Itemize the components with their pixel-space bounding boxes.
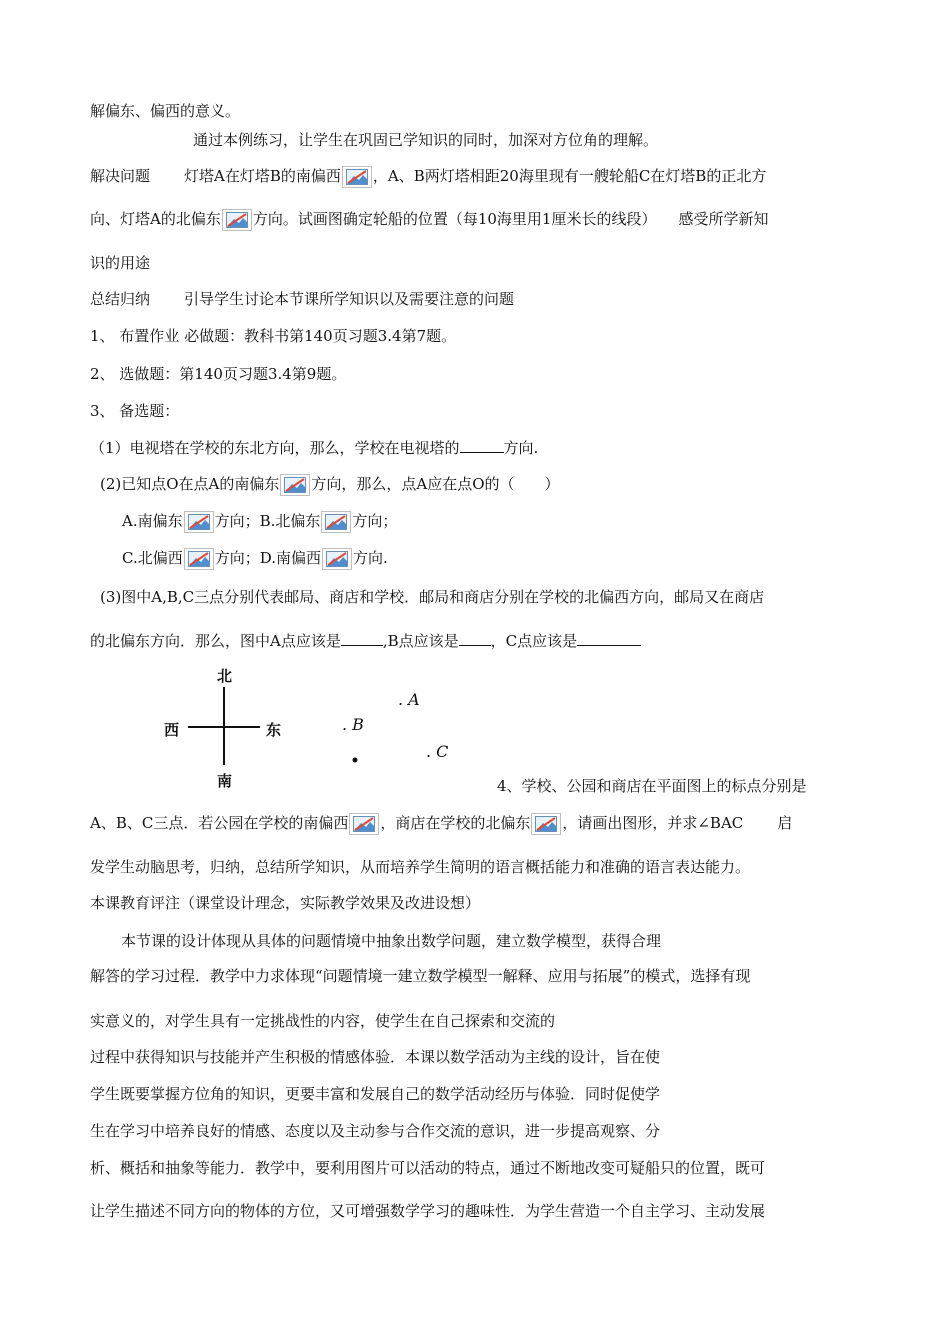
broken-image-icon <box>342 166 372 188</box>
text-line: 解答的学习过程．教学中力求体现“问题情境一建立数学模型一解释、应用与拓展”的模式，选择有现 <box>90 967 751 985</box>
text-span: 灯塔A在灯塔B的南偏西 <box>184 167 341 185</box>
text-line <box>90 437 538 459</box>
text-line: 让学生描述不同方向的物体的方位，又可增强数学学习的趣味性．为学生营造一个自主学习、主动发展 <box>90 1202 766 1220</box>
text-line: 4、学校、公园和商店在平面图上的标点分别是 <box>497 777 807 795</box>
point-a-label: . A <box>398 690 420 709</box>
text-line: (3)图中A,B,C三点分别代表邮局、商店和学校．邮局和商店分别在学校的北偏西方向，邮局又在商店 <box>100 588 765 606</box>
text-span: ，请画出图形，并求∠BAC <box>562 814 744 832</box>
west-label: 西 <box>164 721 180 739</box>
text-line: 实意义的，对学生具有一定挑战性的内容，使学生在自己探索和交流的 <box>90 1012 556 1030</box>
text-span: 方向； <box>352 512 398 530</box>
option-d: 方向；D.南偏西 <box>214 549 321 567</box>
broken-image-icon <box>322 548 352 570</box>
text-line: 解偏东、偏西的意义。 <box>90 102 241 120</box>
text-span: 方向. <box>503 439 539 457</box>
text-span: 方向. <box>352 549 388 567</box>
section-heading: 本课教育评注（课堂设计理念，实际教学效果及改进设想） <box>90 894 481 912</box>
option-b: 方向；B.北偏东 <box>214 512 321 530</box>
text-span: A、B、C三点．若公园在学校的南偏西 <box>90 814 349 832</box>
option-a: A.南偏东 <box>122 512 183 530</box>
section-heading: 解决问题 <box>90 167 151 185</box>
broken-image-icon <box>280 474 310 496</box>
text-span: 引导学生讨论本节课所学知识以及需要注意的问题 <box>184 290 515 308</box>
broken-image-icon <box>222 209 252 231</box>
text-line <box>90 208 769 231</box>
text-line <box>122 547 388 570</box>
text-span: ，C点应该是 <box>490 632 578 650</box>
text-line <box>90 630 641 652</box>
text-span: 感受所学新知 <box>678 210 769 228</box>
north-label: 北 <box>217 667 233 685</box>
text-line: 发学生动脑思考，归纳，总结所学知识，从而培养学生简明的语言概括能力和准确的语言表达能力。 <box>90 858 751 876</box>
compass-cross <box>160 662 460 792</box>
text-line <box>100 473 560 496</box>
compass-figure <box>160 662 460 792</box>
text-line <box>90 812 792 835</box>
text-line: 生在学习中培养良好的情感、态度以及主动参与合作交流的意识，进一步提高观察、分 <box>90 1122 661 1140</box>
text-span: ,B点应该是 <box>382 632 459 650</box>
text-span: ，商店在学校的北偏东 <box>380 814 531 832</box>
text-span: 向、灯塔A的北偏东 <box>90 210 221 228</box>
answer-blank <box>459 630 491 646</box>
text-span: (2)已知点O在点A的南偏东 <box>100 475 280 493</box>
text-line: 学生既要掌握方位角的知识，更要丰富和发展自己的数学活动经历与体验．同时促使学 <box>90 1085 661 1103</box>
text-line: 本节课的设计体现从具体的问题情境中抽象出数学问题，建立数学模型，获得合理 <box>121 932 662 950</box>
broken-image-icon <box>349 813 379 835</box>
option-c: C.北偏西 <box>122 549 183 567</box>
text-span: 方向，那么，点A应在点O的（ ） <box>311 475 560 493</box>
point-c-label: . C <box>426 742 449 761</box>
broken-image-icon <box>321 511 351 533</box>
answer-blank <box>577 630 641 646</box>
text-span: ，A、B两灯塔相距20海里现有一艘轮船C在灯塔B的正北方 <box>372 167 767 185</box>
text-line: 3、 备选题： <box>90 402 180 420</box>
text-line: 析、概括和抽象等能力．教学中，要利用图片可以活动的特点，通过不断地改变可疑船只的位置，既可 <box>90 1159 766 1177</box>
answer-blank <box>341 630 383 646</box>
text-span: 方向。试画图确定轮船的位置（每10海里用1厘米长的线段） <box>252 210 657 228</box>
east-label: 东 <box>266 721 282 739</box>
text-line <box>90 288 514 310</box>
text-span: 的北偏东方向．那么，图中A点应该是 <box>90 632 341 650</box>
south-label: 南 <box>217 772 233 790</box>
broken-image-icon <box>531 813 561 835</box>
broken-image-icon <box>184 548 214 570</box>
text-line <box>122 510 397 533</box>
point-b-label: . B <box>342 715 364 734</box>
text-span: 启 <box>777 814 793 832</box>
text-line: 1、 布置作业 必做题：教科书第140页习题3.4第7题。 <box>90 327 457 345</box>
text-line: 识的用途 <box>90 254 151 272</box>
broken-image-icon <box>184 511 214 533</box>
text-line: 过程中获得知识与技能并产生积极的情感体验．本课以数学活动为主线的设计，旨在使 <box>90 1048 661 1066</box>
text-line: 2、 选做题：第140页习题3.4第9题。 <box>90 365 347 383</box>
text-line <box>90 165 766 188</box>
section-heading: 总结归纳 <box>90 290 151 308</box>
answer-blank <box>460 437 504 453</box>
text-line: 通过本例练习，让学生在巩固已学知识的同时，加深对方位角的理解。 <box>193 131 659 149</box>
text-span: （1）电视塔在学校的东北方向，那么，学校在电视塔的 <box>90 439 460 457</box>
